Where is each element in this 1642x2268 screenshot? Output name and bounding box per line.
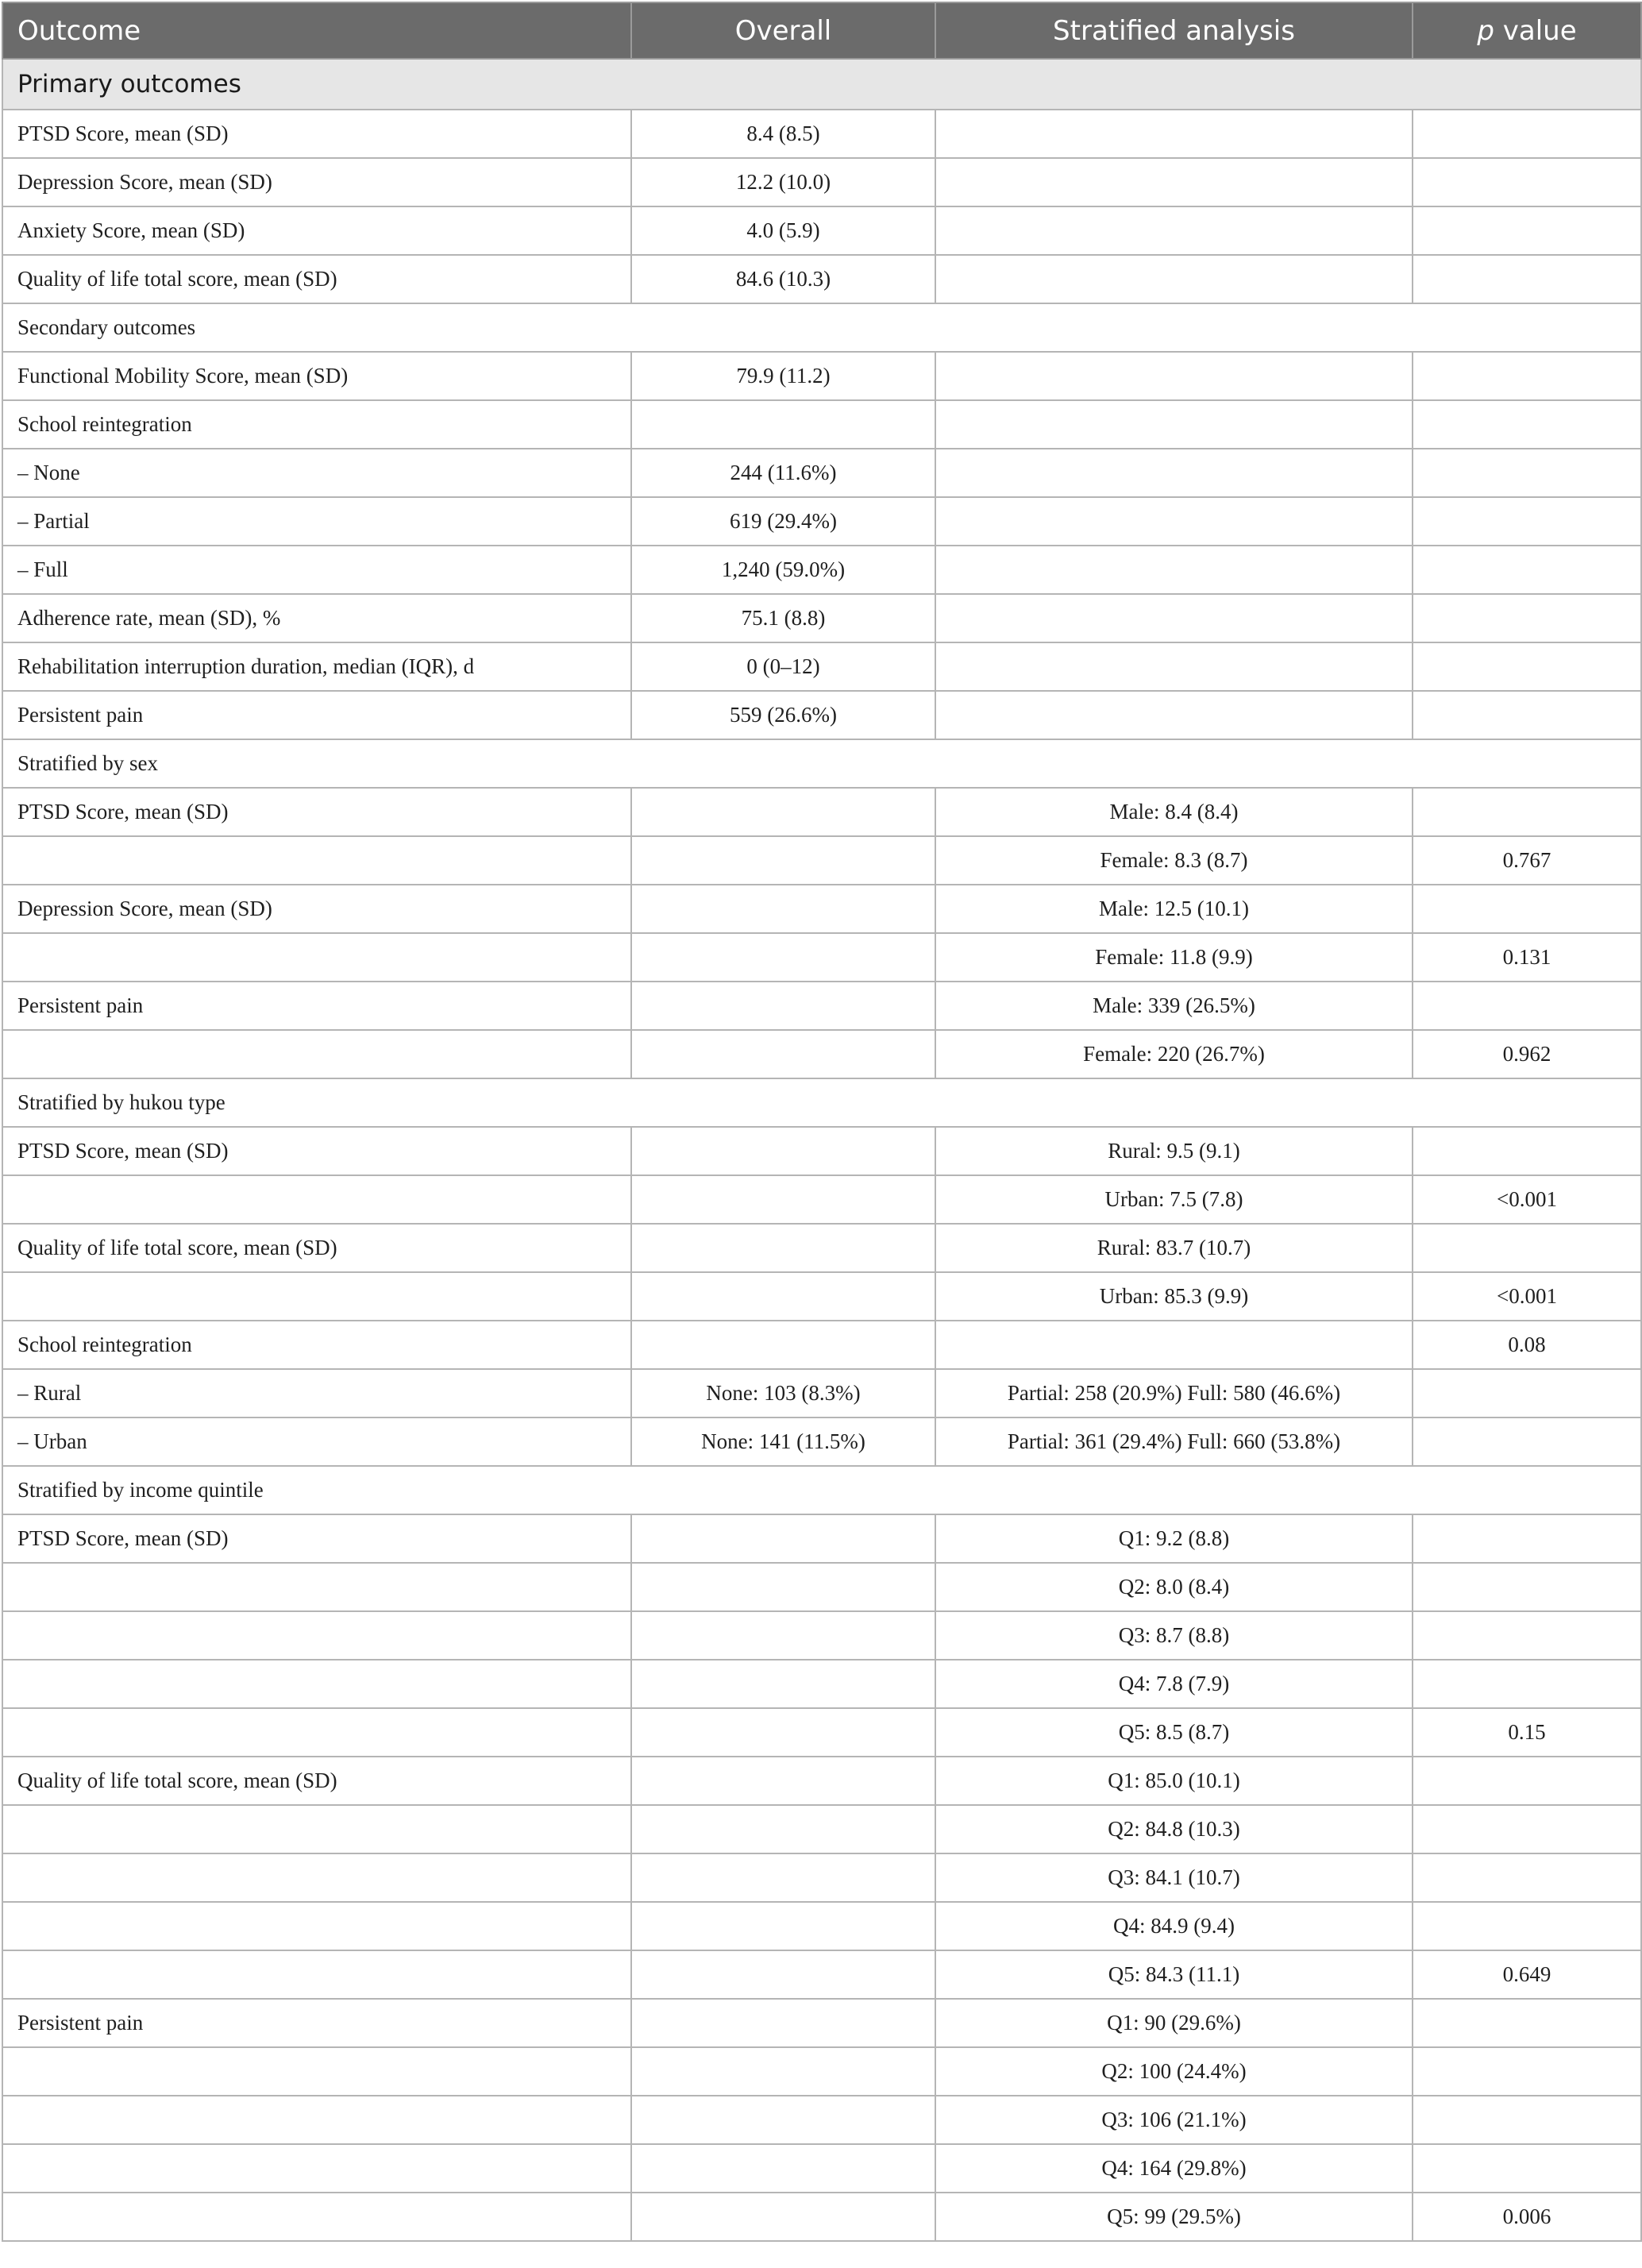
table-row — [2, 1514, 1641, 1563]
p-value-cell — [1413, 1660, 1641, 1708]
stratified-cell: Q2: 84.8 (10.3) — [935, 1805, 1413, 1853]
table-row — [2, 1127, 1641, 1175]
overall-cell — [631, 1272, 935, 1321]
overall-cell — [631, 1950, 935, 1999]
overall-cell: None: 103 (8.3%) — [631, 1369, 935, 1418]
outcome-cell — [2, 2047, 631, 2096]
overall-cell — [631, 1660, 935, 1708]
outcome-cell: Anxiety Score, mean (SD) — [2, 206, 631, 255]
p-value-cell — [1413, 1127, 1641, 1175]
p-value-cell — [1413, 642, 1641, 691]
stratified-cell — [935, 497, 1413, 546]
stratified-cell: Q4: 84.9 (9.4) — [935, 1902, 1413, 1950]
stratified-cell — [935, 642, 1413, 691]
outcome-cell — [2, 1611, 631, 1660]
p-value-cell — [1413, 2144, 1641, 2193]
table-row — [2, 206, 1641, 255]
overall-cell: 619 (29.4%) — [631, 497, 935, 546]
stratified-cell: Q1: 90 (29.6%) — [935, 1999, 1413, 2047]
outcome-cell: Persistent pain — [2, 982, 631, 1030]
overall-cell — [631, 1030, 935, 1078]
stratified-cell — [935, 158, 1413, 206]
overall-cell — [631, 2047, 935, 2096]
p-value-cell: 0.767 — [1413, 836, 1641, 885]
overall-cell: 12.2 (10.0) — [631, 158, 935, 206]
p-value-cell — [1413, 1224, 1641, 1272]
outcome-cell — [2, 2193, 631, 2241]
overall-cell: None: 141 (11.5%) — [631, 1418, 935, 1466]
p-value-cell — [1413, 110, 1641, 158]
table-row — [2, 1805, 1641, 1853]
table-row — [2, 982, 1641, 1030]
overall-cell: 8.4 (8.5) — [631, 110, 935, 158]
stratified-cell: Male: 8.4 (8.4) — [935, 788, 1413, 836]
table-row — [2, 352, 1641, 400]
stratified-cell: Rural: 9.5 (9.1) — [935, 1127, 1413, 1175]
p-value-cell — [1413, 1563, 1641, 1611]
table-row — [2, 1272, 1641, 1321]
outcome-cell — [2, 1902, 631, 1950]
table-row — [2, 1563, 1641, 1611]
stratified-cell — [935, 255, 1413, 303]
outcome-cell — [2, 1708, 631, 1757]
stratified-cell: Q4: 7.8 (7.9) — [935, 1660, 1413, 1708]
header-row — [2, 2, 1641, 59]
overall-cell — [631, 982, 935, 1030]
p-value-cell — [1413, 546, 1641, 594]
p-value-cell — [1413, 1805, 1641, 1853]
p-value-cell: 0.08 — [1413, 1321, 1641, 1369]
overall-cell — [631, 788, 935, 836]
overall-cell — [631, 1224, 935, 1272]
p-value-cell — [1413, 206, 1641, 255]
outcome-cell — [2, 1660, 631, 1708]
stratified-cell: Q1: 85.0 (10.1) — [935, 1757, 1413, 1805]
table-row — [2, 2096, 1641, 2144]
table-row — [2, 2144, 1641, 2193]
outcome-cell: Quality of life total score, mean (SD) — [2, 255, 631, 303]
table-row — [2, 642, 1641, 691]
table-row — [2, 2047, 1641, 2096]
stratified-cell: Q2: 8.0 (8.4) — [935, 1563, 1413, 1611]
outcome-cell: – Partial — [2, 497, 631, 546]
overall-cell — [631, 1757, 935, 1805]
stratified-cell: Q3: 8.7 (8.8) — [935, 1611, 1413, 1660]
stratified-cell — [935, 449, 1413, 497]
table-row — [2, 1175, 1641, 1224]
overall-cell — [631, 1853, 935, 1902]
section-row — [2, 303, 1641, 352]
p-value-cell: 0.15 — [1413, 1708, 1641, 1757]
section-label: Stratified by hukou type — [2, 1078, 1641, 1127]
p-value-cell — [1413, 885, 1641, 933]
p-value-cell — [1413, 1514, 1641, 1563]
stratified-cell — [935, 206, 1413, 255]
table-row — [2, 1853, 1641, 1902]
stratified-cell: Urban: 7.5 (7.8) — [935, 1175, 1413, 1224]
table-row — [2, 1950, 1641, 1999]
outcome-cell: Quality of life total score, mean (SD) — [2, 1757, 631, 1805]
overall-cell — [631, 933, 935, 982]
header-p-value — [1413, 2, 1641, 59]
overall-cell — [631, 2193, 935, 2241]
p-value-cell — [1413, 255, 1641, 303]
stratified-cell — [935, 110, 1413, 158]
stratified-cell: Q1: 9.2 (8.8) — [935, 1514, 1413, 1563]
overall-cell — [631, 1175, 935, 1224]
overall-cell — [631, 2096, 935, 2144]
p-value-cell — [1413, 400, 1641, 449]
stratified-cell: Q2: 100 (24.4%) — [935, 2047, 1413, 2096]
p-value-cell — [1413, 2047, 1641, 2096]
p-value-cell — [1413, 352, 1641, 400]
outcome-cell — [2, 1030, 631, 1078]
p-value-cell — [1413, 982, 1641, 1030]
outcome-cell: – None — [2, 449, 631, 497]
stratified-cell: Q5: 8.5 (8.7) — [935, 1708, 1413, 1757]
table-row — [2, 546, 1641, 594]
p-value-cell: 0.962 — [1413, 1030, 1641, 1078]
table-row — [2, 1708, 1641, 1757]
outcome-cell — [2, 933, 631, 982]
table-row — [2, 400, 1641, 449]
table-row — [2, 691, 1641, 739]
section-label: Stratified by sex — [2, 739, 1641, 788]
primary-outcomes-label: Primary outcomes — [2, 59, 1641, 110]
outcome-cell — [2, 1175, 631, 1224]
stratified-cell — [935, 691, 1413, 739]
header-stratified-analysis: Stratified analysis — [935, 2, 1413, 59]
outcome-cell — [2, 1950, 631, 1999]
overall-cell: 244 (11.6%) — [631, 449, 935, 497]
outcome-cell: School reintegration — [2, 1321, 631, 1369]
stratified-cell: Female: 8.3 (8.7) — [935, 836, 1413, 885]
stratified-cell: Female: 220 (26.7%) — [935, 1030, 1413, 1078]
p-value-cell — [1413, 449, 1641, 497]
table-row — [2, 1418, 1641, 1466]
table-row — [2, 1321, 1641, 1369]
p-value-cell — [1413, 1902, 1641, 1950]
stratified-cell — [935, 594, 1413, 642]
section-label: Stratified by income quintile — [2, 1466, 1641, 1514]
overall-cell — [631, 1563, 935, 1611]
outcome-cell — [2, 1805, 631, 1853]
stratified-cell: Rural: 83.7 (10.7) — [935, 1224, 1413, 1272]
stratified-cell: Q3: 106 (21.1%) — [935, 2096, 1413, 2144]
table-row — [2, 449, 1641, 497]
outcome-cell: Persistent pain — [2, 691, 631, 739]
outcome-cell: Quality of life total score, mean (SD) — [2, 1224, 631, 1272]
p-value-cell — [1413, 1999, 1641, 2047]
outcome-cell: – Full — [2, 546, 631, 594]
stratified-cell: Q5: 84.3 (11.1) — [935, 1950, 1413, 1999]
overall-cell — [631, 1999, 935, 2047]
outcome-cell: PTSD Score, mean (SD) — [2, 110, 631, 158]
outcome-cell: PTSD Score, mean (SD) — [2, 1514, 631, 1563]
p-value-cell — [1413, 691, 1641, 739]
overall-cell: 84.6 (10.3) — [631, 255, 935, 303]
stratified-cell: Q5: 99 (29.5%) — [935, 2193, 1413, 2241]
overall-cell — [631, 1321, 935, 1369]
overall-cell: 79.9 (11.2) — [631, 352, 935, 400]
stratified-cell: Q4: 164 (29.8%) — [935, 2144, 1413, 2193]
overall-cell — [631, 1127, 935, 1175]
header-overall: Overall — [631, 2, 935, 59]
p-symbol: p — [1477, 14, 1494, 47]
stratified-cell — [935, 546, 1413, 594]
outcome-cell: PTSD Score, mean (SD) — [2, 1127, 631, 1175]
table-row — [2, 1224, 1641, 1272]
p-value-cell: 0.006 — [1413, 2193, 1641, 2241]
p-value-cell — [1413, 1853, 1641, 1902]
stratified-cell — [935, 1321, 1413, 1369]
outcome-cell — [2, 2096, 631, 2144]
stratified-cell — [935, 352, 1413, 400]
overall-cell: 1,240 (59.0%) — [631, 546, 935, 594]
outcome-cell: Adherence rate, mean (SD), % — [2, 594, 631, 642]
outcome-cell — [2, 2144, 631, 2193]
outcome-cell — [2, 1563, 631, 1611]
overall-cell — [631, 1902, 935, 1950]
outcome-cell: School reintegration — [2, 400, 631, 449]
overall-cell — [631, 885, 935, 933]
outcome-cell: Functional Mobility Score, mean (SD) — [2, 352, 631, 400]
outcome-cell: PTSD Score, mean (SD) — [2, 788, 631, 836]
outcome-cell: Depression Score, mean (SD) — [2, 885, 631, 933]
p-value-cell: <0.001 — [1413, 1272, 1641, 1321]
table-row — [2, 1660, 1641, 1708]
p-value-cell: 0.649 — [1413, 1950, 1641, 1999]
table-row — [2, 933, 1641, 982]
stratified-cell: Male: 12.5 (10.1) — [935, 885, 1413, 933]
stratified-cell: Female: 11.8 (9.9) — [935, 933, 1413, 982]
section-row — [2, 1078, 1641, 1127]
p-value-cell — [1413, 2096, 1641, 2144]
outcome-cell: – Rural — [2, 1369, 631, 1418]
overall-cell: 75.1 (8.8) — [631, 594, 935, 642]
outcome-cell: Depression Score, mean (SD) — [2, 158, 631, 206]
p-value-cell: 0.131 — [1413, 933, 1641, 982]
outcome-cell — [2, 836, 631, 885]
table-row — [2, 1757, 1641, 1805]
overall-cell — [631, 1514, 935, 1563]
outcomes-table — [2, 2, 1642, 2242]
table-row — [2, 1999, 1641, 2047]
stratified-cell: Urban: 85.3 (9.9) — [935, 1272, 1413, 1321]
table-row — [2, 1902, 1641, 1950]
p-value-cell — [1413, 1757, 1641, 1805]
stratified-cell: Partial: 361 (29.4%) Full: 660 (53.8%) — [935, 1418, 1413, 1466]
table-row — [2, 836, 1641, 885]
table-row — [2, 1030, 1641, 1078]
table-row — [2, 255, 1641, 303]
overall-cell: 559 (26.6%) — [631, 691, 935, 739]
p-value-label: value — [1502, 14, 1577, 47]
stratified-cell: Partial: 258 (20.9%) Full: 580 (46.6%) — [935, 1369, 1413, 1418]
section-row — [2, 1466, 1641, 1514]
outcome-cell: Persistent pain — [2, 1999, 631, 2047]
table-row — [2, 1611, 1641, 1660]
table-row — [2, 110, 1641, 158]
section-label: Secondary outcomes — [2, 303, 1641, 352]
outcomes-table-container — [2, 2, 1640, 2242]
stratified-cell: Male: 339 (26.5%) — [935, 982, 1413, 1030]
overall-cell — [631, 400, 935, 449]
header-outcome: Outcome — [2, 2, 631, 59]
outcome-cell: – Urban — [2, 1418, 631, 1466]
outcome-cell: Rehabilitation interruption duration, median (IQR), d — [2, 642, 631, 691]
p-value-cell — [1413, 1369, 1641, 1418]
overall-cell — [631, 2144, 935, 2193]
p-value-cell — [1413, 497, 1641, 546]
table-row — [2, 1369, 1641, 1418]
table-row — [2, 885, 1641, 933]
table-row — [2, 497, 1641, 546]
table-row — [2, 788, 1641, 836]
stratified-cell: Q3: 84.1 (10.7) — [935, 1853, 1413, 1902]
section-row — [2, 739, 1641, 788]
overall-cell — [631, 1805, 935, 1853]
overall-cell: 4.0 (5.9) — [631, 206, 935, 255]
p-value-cell — [1413, 788, 1641, 836]
outcome-cell — [2, 1272, 631, 1321]
primary-outcomes-band — [2, 59, 1641, 110]
table-row — [2, 158, 1641, 206]
p-value-cell — [1413, 1418, 1641, 1466]
table-body — [2, 59, 1641, 2241]
overall-cell — [631, 1611, 935, 1660]
overall-cell — [631, 836, 935, 885]
p-value-cell — [1413, 1611, 1641, 1660]
overall-cell: 0 (0–12) — [631, 642, 935, 691]
overall-cell — [631, 1708, 935, 1757]
outcome-cell — [2, 1853, 631, 1902]
p-value-cell: <0.001 — [1413, 1175, 1641, 1224]
table-header — [2, 2, 1641, 59]
table-row — [2, 594, 1641, 642]
stratified-cell — [935, 400, 1413, 449]
p-value-cell — [1413, 594, 1641, 642]
table-row — [2, 2193, 1641, 2241]
p-value-cell — [1413, 158, 1641, 206]
